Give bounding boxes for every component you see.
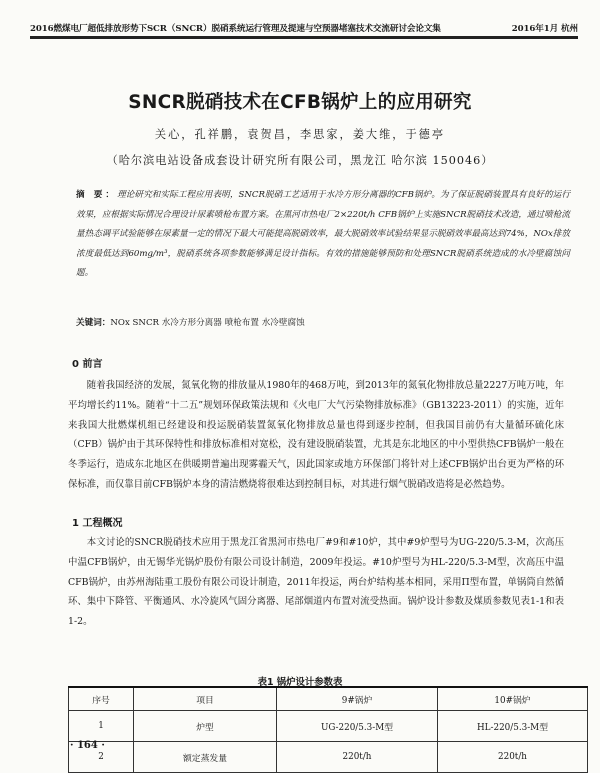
running-header-right: 2016年1月 杭州: [511, 24, 578, 34]
table-cell: 2: [69, 742, 134, 773]
table-caption: 表1 锅炉设计参数表: [257, 677, 343, 688]
keywords-label: 关键词：: [76, 318, 111, 328]
table-cell: 220t/h: [277, 742, 438, 773]
table-cell: HL-220/5.3-M型: [438, 711, 588, 742]
keywords: [76, 316, 570, 328]
table-cell: 220t/h: [438, 742, 588, 773]
abstract-label: 摘 要：: [76, 190, 118, 200]
affiliation: （哈尔滨电站设备成套设计研究所有限公司，黑龙江 哈尔滨 150046）: [106, 154, 494, 167]
table-row: [69, 711, 588, 742]
boiler-parameter-table: [68, 686, 588, 773]
table-header-cell: 序号: [69, 687, 134, 711]
section-0-paragraph: 随着我国经济的发展，氮氧化物的排放量从1980年的468万吨，到2013年的氮氧化物排放总量2227万吨万吨，年平均增长约11%。随着“十二五”规划环保政策法规和《火电厂大气污染物排放标准》（GB13223-2011）的实施，近年来我国大批燃煤机组已经建设和投运脱硝装置氮氧化物排放总量也得到逐步控制，但我国目前仍有大量循环硫化床（CFB）锅炉由于其环保特性和排放标准相对宽松，没有建设脱硝装置，尤其是东北地区的中小型供热CFB锅炉一般在冬季运行，造成东北地区在供暖期普遍出现雾霾天气，因此国家或地方环保部门将针对上述CFB锅炉出台更为严格的环保标准，而仅靠目前CFB锅炉本身的清洁燃烧将很难达到控制目标，对其进行烟气脱硝改造将是必然趋势。: [68, 380, 564, 490]
paper-title: SNCR脱硝技术在CFB锅炉上的应用研究: [128, 92, 472, 113]
table-cell: 额定蒸发量: [134, 742, 277, 773]
running-header: [30, 14, 578, 38]
table-header-cell: 项目: [134, 687, 277, 711]
table-header-cell: 10#锅炉: [438, 687, 588, 711]
section-1-paragraph: 本文讨论的SNCR脱硝技术应用于黑龙江省黑河市热电厂#9和#10炉，其中#9炉型号为UG-220/5.3-M，次高压中温CFB锅炉，由无锡华光锅炉股份有限公司设计制造，2009年投运。#10炉型号为HL-220/5.3-M型，次高压中温CFB锅炉，由苏州海陆重工股份有限公司设计制造，2011年投运，两台炉结构基本相同，采用Π型布置，单锅筒自然循环、集中下降管、平衡通风、水冷旋风气固分离器、尾部烟道内布置对流受热面。锅炉设计参数及煤质参数见表1-1和表1-2。: [68, 537, 564, 628]
running-header-left: 2016燃煤电厂超低排放形势下SCR（SNCR）脱硝系统运行管理及提速与空预器堵塞技术交流研讨会论文集: [30, 24, 441, 34]
table-cell: 炉型: [134, 711, 277, 742]
page-number: · 164 ·: [70, 740, 105, 751]
abstract-text: 理论研究和实际工程应用表明，SNCR脱硝工艺适用于水冷方形分离器的CFB锅炉。为了保证脱硝装置具有良好的运行效果，应根据实际情况合理设计尿素喷枪布置方案。在黑河市热电厂2×220t/h CFB锅炉上实施SNCR脱硝技术改造，通过喷枪流量热态调平试验能够在尿素量一定的情况下最大可能提高脱硝效率，最大脱硝效率试验结果显示脱硝效率最高达到74%，NOx排放浓度最低达到60mg/m³，脱硝系统各项参数能够满足设计指标。有效的措施能够预防和处理SNCR脱硝系统造成的水冷壁腐蚀问题。: [76, 190, 571, 279]
table-cell: 1: [69, 711, 134, 742]
author-list: 关心，孔祥鹏，袁贺昌，李思家，姜大维，于德亭: [154, 128, 446, 141]
section-0-heading: 0 前言: [72, 359, 103, 370]
table-header-cell: 9#锅炉: [277, 687, 438, 711]
table-cell: UG-220/5.3-M型: [277, 711, 438, 742]
header-rule: [30, 38, 578, 39]
table-row: [69, 742, 588, 773]
section-1-heading: 1 工程概况: [72, 518, 123, 529]
keywords-text: NOx SNCR 水冷方形分离器 喷枪布置 水冷壁腐蚀: [110, 318, 305, 328]
abstract: [76, 186, 570, 284]
table-header-row: [69, 687, 588, 711]
